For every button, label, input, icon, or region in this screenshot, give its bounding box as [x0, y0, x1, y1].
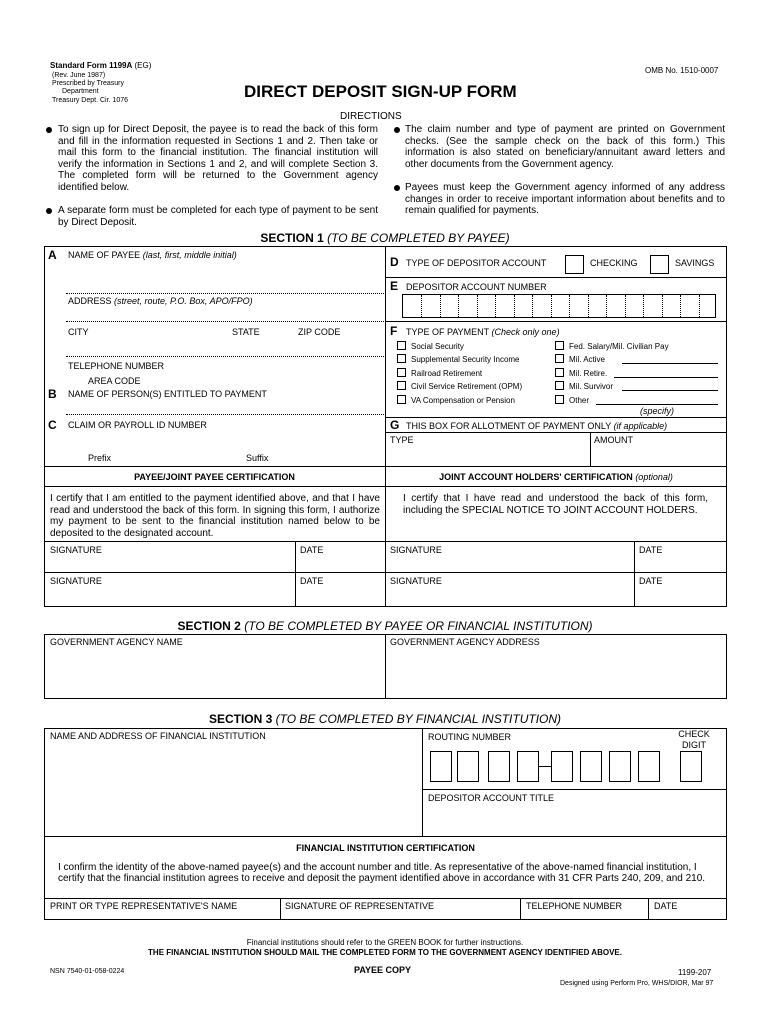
rep-divider-3: [648, 898, 649, 920]
mil-active-checkbox[interactable]: [555, 354, 564, 363]
payment-option-fed-salary: Fed. Salary/Mil. Civilian Pay: [569, 342, 669, 351]
section1-heading: [0, 231, 770, 245]
agency-address-field[interactable]: [387, 650, 725, 697]
section1-divider: [385, 246, 386, 607]
mil-retire-checkbox[interactable]: [555, 368, 564, 377]
form-id-number: Standard Form 1199A: [50, 61, 133, 70]
bullet-icon: [46, 127, 52, 133]
suffix-label: Suffix: [246, 453, 269, 463]
allotment-text: THIS BOX FOR ALLOTMENT OF PAYMENT ONLY: [406, 421, 612, 431]
payee-copy-label: PAYEE COPY: [354, 965, 412, 975]
rep-row-top: [44, 898, 727, 899]
rev-date: (Rev. June 1987): [52, 72, 106, 79]
payee-cert-text: I certify that I am entitled to the payment identified above, and that I have read and understood the back of this form. In signing this form, I authorize my payment to be sent to the financial institution named below to be deposited to the designated account.: [50, 493, 380, 539]
letter-g: G: [390, 418, 400, 432]
joint-cert-text: I certify that I have read and understood the back of this form, including the SPECIAL NOTICE TO JOINT ACCOUNT HOLDERS.: [403, 493, 708, 516]
telephone-label: TELEPHONE NUMBER: [68, 361, 165, 371]
routing-digit-8[interactable]: [638, 751, 660, 782]
account-digit-separator: [458, 295, 459, 317]
section2-instruction: (TO BE COMPLETED BY PAYEE OR FINANCIAL INSTITUTION): [244, 619, 593, 633]
name-label-text: NAME OF PAYEE: [68, 250, 141, 260]
bullet-icon: [46, 208, 52, 214]
joint-signature-2-label: SIGNATURE: [390, 576, 442, 586]
other-specify-line[interactable]: [596, 404, 718, 405]
joint-date-2-label: DATE: [639, 576, 663, 586]
account-digit-separator: [643, 295, 644, 317]
routing-digit-4[interactable]: [517, 751, 539, 782]
name-of-payee-field[interactable]: [66, 262, 384, 292]
nsn-number: NSN 7540-01-058-0224: [50, 968, 125, 975]
fi-cert-top: [44, 836, 727, 837]
routing-dash: [539, 766, 551, 767]
type-of-payment-label: [406, 327, 560, 338]
type-payment-hint: (Check only one): [491, 327, 560, 337]
joint-cert-hint: (optional): [635, 472, 673, 482]
routing-number-label: ROUTING NUMBER: [428, 732, 511, 742]
prefix-label: Prefix: [88, 453, 112, 463]
agency-name-field[interactable]: [46, 650, 383, 697]
check-digit-label: [670, 729, 718, 751]
fed-salary-checkbox[interactable]: [555, 341, 564, 350]
payment-option-mil-retire: Mil. Retire.: [569, 369, 608, 378]
city-underline: [66, 356, 384, 357]
agency-name-label: GOVERNMENT AGENCY NAME: [50, 637, 183, 647]
payee-cert-heading: PAYEE/JOINT PAYEE CERTIFICATION: [134, 472, 295, 482]
area-code-label: AREA CODE: [88, 376, 141, 386]
agency-address-label: GOVERNMENT AGENCY ADDRESS: [390, 637, 540, 647]
check-digit-line-1: CHECK: [678, 729, 710, 739]
check-digit-line-2: DIGIT: [682, 740, 706, 750]
joint-signature-field[interactable]: [387, 556, 633, 570]
depositor-type-label: TYPE OF DEPOSITOR ACCOUNT: [406, 258, 547, 268]
directions-left-1: To sign up for Direct Deposit, the payee is to read the back of this form and fill in the information requested in Sections 1 and 2. Then take or mail this form to the financial institution. The financial institution will verify the information in Sections 1 and 2, and will complete Section 3. The completed form will be returned to the Government agency identified below.: [58, 124, 378, 193]
payment-option-va: VA Compensation or Pension: [411, 396, 515, 405]
savings-label: SAVINGS: [675, 258, 715, 268]
green-book-note: Financial institutions should refer to the GREEN BOOK for further instructions.: [246, 938, 524, 947]
account-digit-separator: [588, 295, 589, 317]
payee-date-2-label: DATE: [300, 576, 324, 586]
routing-digit-1[interactable]: [430, 751, 452, 782]
persons-entitled-label: NAME OF PERSON(S) ENTITLED TO PAYMENT: [68, 389, 267, 399]
cert-divider: [44, 486, 727, 487]
designed-by: Designed using Perform Pro, WHS/DIOR, Mar 97: [560, 980, 714, 987]
letter-a: A: [48, 248, 57, 262]
account-digit-separator: [421, 295, 422, 317]
joint-signature-2-field[interactable]: [387, 588, 633, 605]
allotment-label: [406, 421, 667, 432]
allotment-amount-label: AMOUNT: [594, 435, 633, 445]
savings-checkbox[interactable]: [650, 255, 669, 274]
bullet-icon: [394, 185, 400, 191]
rep-divider-1: [280, 898, 281, 920]
section2-heading: [0, 619, 770, 633]
account-digit-separator: [662, 295, 663, 317]
letter-d: D: [390, 255, 399, 269]
payee-signature-2-field[interactable]: [46, 588, 294, 605]
va-checkbox[interactable]: [397, 395, 406, 404]
signature-row-1-top: [44, 541, 727, 542]
persons-entitled-field[interactable]: [66, 400, 384, 412]
payee-date-field[interactable]: [297, 556, 384, 570]
bullet-icon: [394, 127, 400, 133]
specify-label: (specify): [640, 406, 675, 416]
depositor-account-boxes[interactable]: [402, 294, 716, 318]
allotment-amount-field[interactable]: [592, 447, 725, 464]
fi-cert-text: I confirm the identity of the above-named payee(s) and the account number and title. As representative of the above-named financial institution, I certify that the financial institution agrees to receive and deposit the payment identified above in accordance with 31 CFR Parts 240, 209, and 210.: [58, 862, 706, 884]
joint-cert-heading-text: JOINT ACCOUNT HOLDERS' CERTIFICATION: [439, 472, 633, 482]
checking-label: CHECKING: [590, 258, 638, 268]
letter-e: E: [390, 279, 399, 293]
letter-b: B: [48, 387, 57, 401]
address-label: [68, 296, 253, 307]
joint-date-label: DATE: [639, 545, 663, 555]
routing-digit-6[interactable]: [580, 751, 602, 782]
directions-right-1: The claim number and type of payment are printed on Government checks. (See the sample check on the back of this form.) This information is also stated on beneficiary/annuitant award letters and other documents from the Government agency.: [405, 124, 725, 170]
depositor-account-title-label: DEPOSITOR ACCOUNT TITLE: [428, 793, 555, 803]
city-label: CITY: [68, 327, 89, 337]
payee-date-2-field[interactable]: [297, 588, 384, 605]
claim-id-label: CLAIM OR PAYROLL ID NUMBER: [68, 420, 207, 430]
payment-option-other: Other: [569, 396, 590, 405]
section2-divider: [385, 634, 386, 699]
payment-option-ssi: Supplemental Security Income: [411, 355, 520, 364]
joint-date-divider: [634, 541, 635, 607]
section3-instruction: (TO BE COMPLETED BY FINANCIAL INSTITUTION): [275, 712, 562, 726]
address-underline: [66, 321, 384, 322]
payment-option-mil-survivor: Mil. Survivor: [569, 382, 614, 391]
omb-number: OMB No. 1510-0007: [645, 66, 719, 75]
joint-date-field[interactable]: [636, 556, 726, 570]
address-label-hint: (street, route, P.O. Box, APO/FPO): [114, 296, 253, 306]
payee-date-divider: [295, 541, 296, 607]
depositor-account-label: DEPOSITOR ACCOUNT NUMBER: [406, 282, 547, 292]
joint-date-2-field[interactable]: [636, 588, 726, 605]
treasury-circular: Treasury Dept. Cir. 1076: [52, 97, 128, 104]
form-id: [50, 61, 151, 70]
section3-heading: [0, 712, 770, 726]
mil-survivor-checkbox[interactable]: [555, 381, 564, 390]
city-state-zip-field[interactable]: [66, 338, 384, 356]
directions-heading: DIRECTIONS: [340, 111, 402, 122]
section3-divider: [422, 728, 423, 836]
routing-digit-2[interactable]: [457, 751, 479, 782]
payment-option-railroad: Railroad Retirement: [411, 369, 483, 378]
account-digit-separator: [477, 295, 478, 317]
zip-label: ZIP CODE: [298, 327, 341, 337]
fi-name-label: NAME AND ADDRESS OF FINANCIAL INSTITUTION: [50, 731, 266, 741]
payee-date-label: DATE: [300, 545, 324, 555]
checking-checkbox[interactable]: [565, 255, 584, 274]
joint-signature-label: SIGNATURE: [390, 545, 442, 555]
telephone-field[interactable]: [150, 372, 382, 386]
claim-id-field[interactable]: [66, 433, 384, 451]
row-divider: [385, 432, 727, 433]
depositor-account-title-field[interactable]: [424, 805, 725, 834]
payment-option-civil-service: Civil Service Retirement (OPM): [411, 382, 523, 391]
rep-date-label: DATE: [654, 901, 678, 911]
account-digit-separator: [680, 295, 681, 317]
payment-option-social-security: Social Security: [411, 342, 464, 351]
rep-telephone-label: TELEPHONE NUMBER: [526, 901, 623, 911]
form-id-suffix: (EG): [132, 61, 152, 70]
rep-divider-2: [520, 898, 521, 920]
address-field[interactable]: [66, 308, 384, 320]
account-digit-separator: [699, 295, 700, 317]
type-payment-text: TYPE OF PAYMENT: [406, 327, 490, 337]
name-underline: [66, 293, 384, 294]
form-number: 1199-207: [678, 968, 712, 977]
name-label-hint: (last, first, middle initial): [142, 250, 237, 260]
social-security-checkbox[interactable]: [397, 341, 406, 350]
account-digit-separator: [569, 295, 570, 317]
section2-number: SECTION 2: [177, 619, 241, 633]
railroad-checkbox[interactable]: [397, 368, 406, 377]
account-digit-separator: [625, 295, 626, 317]
section1-instruction: (TO BE COMPLETED BY PAYEE): [327, 231, 510, 245]
row-divider: [385, 321, 727, 322]
type-amount-divider: [590, 432, 591, 466]
mil-active-underline: [622, 363, 718, 364]
letter-c: C: [48, 418, 57, 432]
account-digit-separator: [606, 295, 607, 317]
page-title: DIRECT DEPOSIT SIGN-UP FORM: [244, 82, 517, 101]
other-checkbox[interactable]: [555, 395, 564, 404]
check-digit-box[interactable]: [680, 751, 702, 782]
mail-notice: THE FINANCIAL INSTITUTION SHOULD MAIL THE COMPLETED FORM TO THE GOVERNMENT AGENCY IDENTIFIED ABOVE.: [148, 948, 622, 957]
state-label: STATE: [232, 327, 260, 337]
joint-cert-heading: [385, 472, 727, 483]
account-digit-separator: [532, 295, 533, 317]
payee-signature-2-label: SIGNATURE: [50, 576, 102, 586]
allotment-hint: (if applicable): [613, 421, 668, 431]
account-digit-separator: [514, 295, 515, 317]
routing-digit-3[interactable]: [488, 751, 510, 782]
persons-underline: [66, 414, 384, 415]
ssi-checkbox[interactable]: [397, 354, 406, 363]
row-divider: [385, 417, 727, 418]
address-label-text: ADDRESS: [68, 296, 112, 306]
payment-option-mil-active: Mil. Active: [569, 355, 606, 364]
fi-name-field[interactable]: [46, 744, 420, 834]
cert-divider-top: [44, 466, 727, 467]
mil-retire-underline: [614, 377, 718, 378]
routing-digit-5[interactable]: [551, 751, 573, 782]
account-digit-separator: [440, 295, 441, 317]
name-of-payee-label: [68, 250, 237, 261]
payee-signature-label: SIGNATURE: [50, 545, 102, 555]
directions-right-2: Payees must keep the Government agency informed of any address changes in order to receive important information about benefits and to remain qualified for payments.: [405, 182, 725, 216]
routing-digit-7[interactable]: [609, 751, 631, 782]
mil-survivor-underline: [622, 390, 718, 391]
payee-signature-field[interactable]: [46, 556, 294, 570]
section3-number: SECTION 3: [208, 712, 273, 726]
directions-left-2: A separate form must be completed for each type of payment to be sent by Direct Deposit.: [58, 205, 378, 228]
civil-service-checkbox[interactable]: [397, 381, 406, 390]
fi-cert-heading: FINANCIAL INSTITUTION CERTIFICATION: [296, 843, 475, 853]
acct-title-top: [422, 789, 727, 790]
prescribed-line-1: Prescribed by Treasury: [52, 80, 124, 87]
account-digit-separator: [551, 295, 552, 317]
account-digit-separator: [495, 295, 496, 317]
row-divider: [385, 277, 727, 278]
signature-row-2-top: [44, 572, 727, 573]
section1-number: SECTION 1: [260, 231, 324, 245]
letter-f: F: [390, 324, 398, 338]
prescribed-line-2: Department: [62, 88, 99, 95]
allotment-type-field[interactable]: [387, 447, 588, 464]
allotment-type-label: TYPE: [390, 435, 414, 445]
rep-signature-label: SIGNATURE OF REPRESENTATIVE: [285, 901, 435, 911]
rep-name-label: PRINT OR TYPE REPRESENTATIVE'S NAME: [50, 901, 238, 911]
